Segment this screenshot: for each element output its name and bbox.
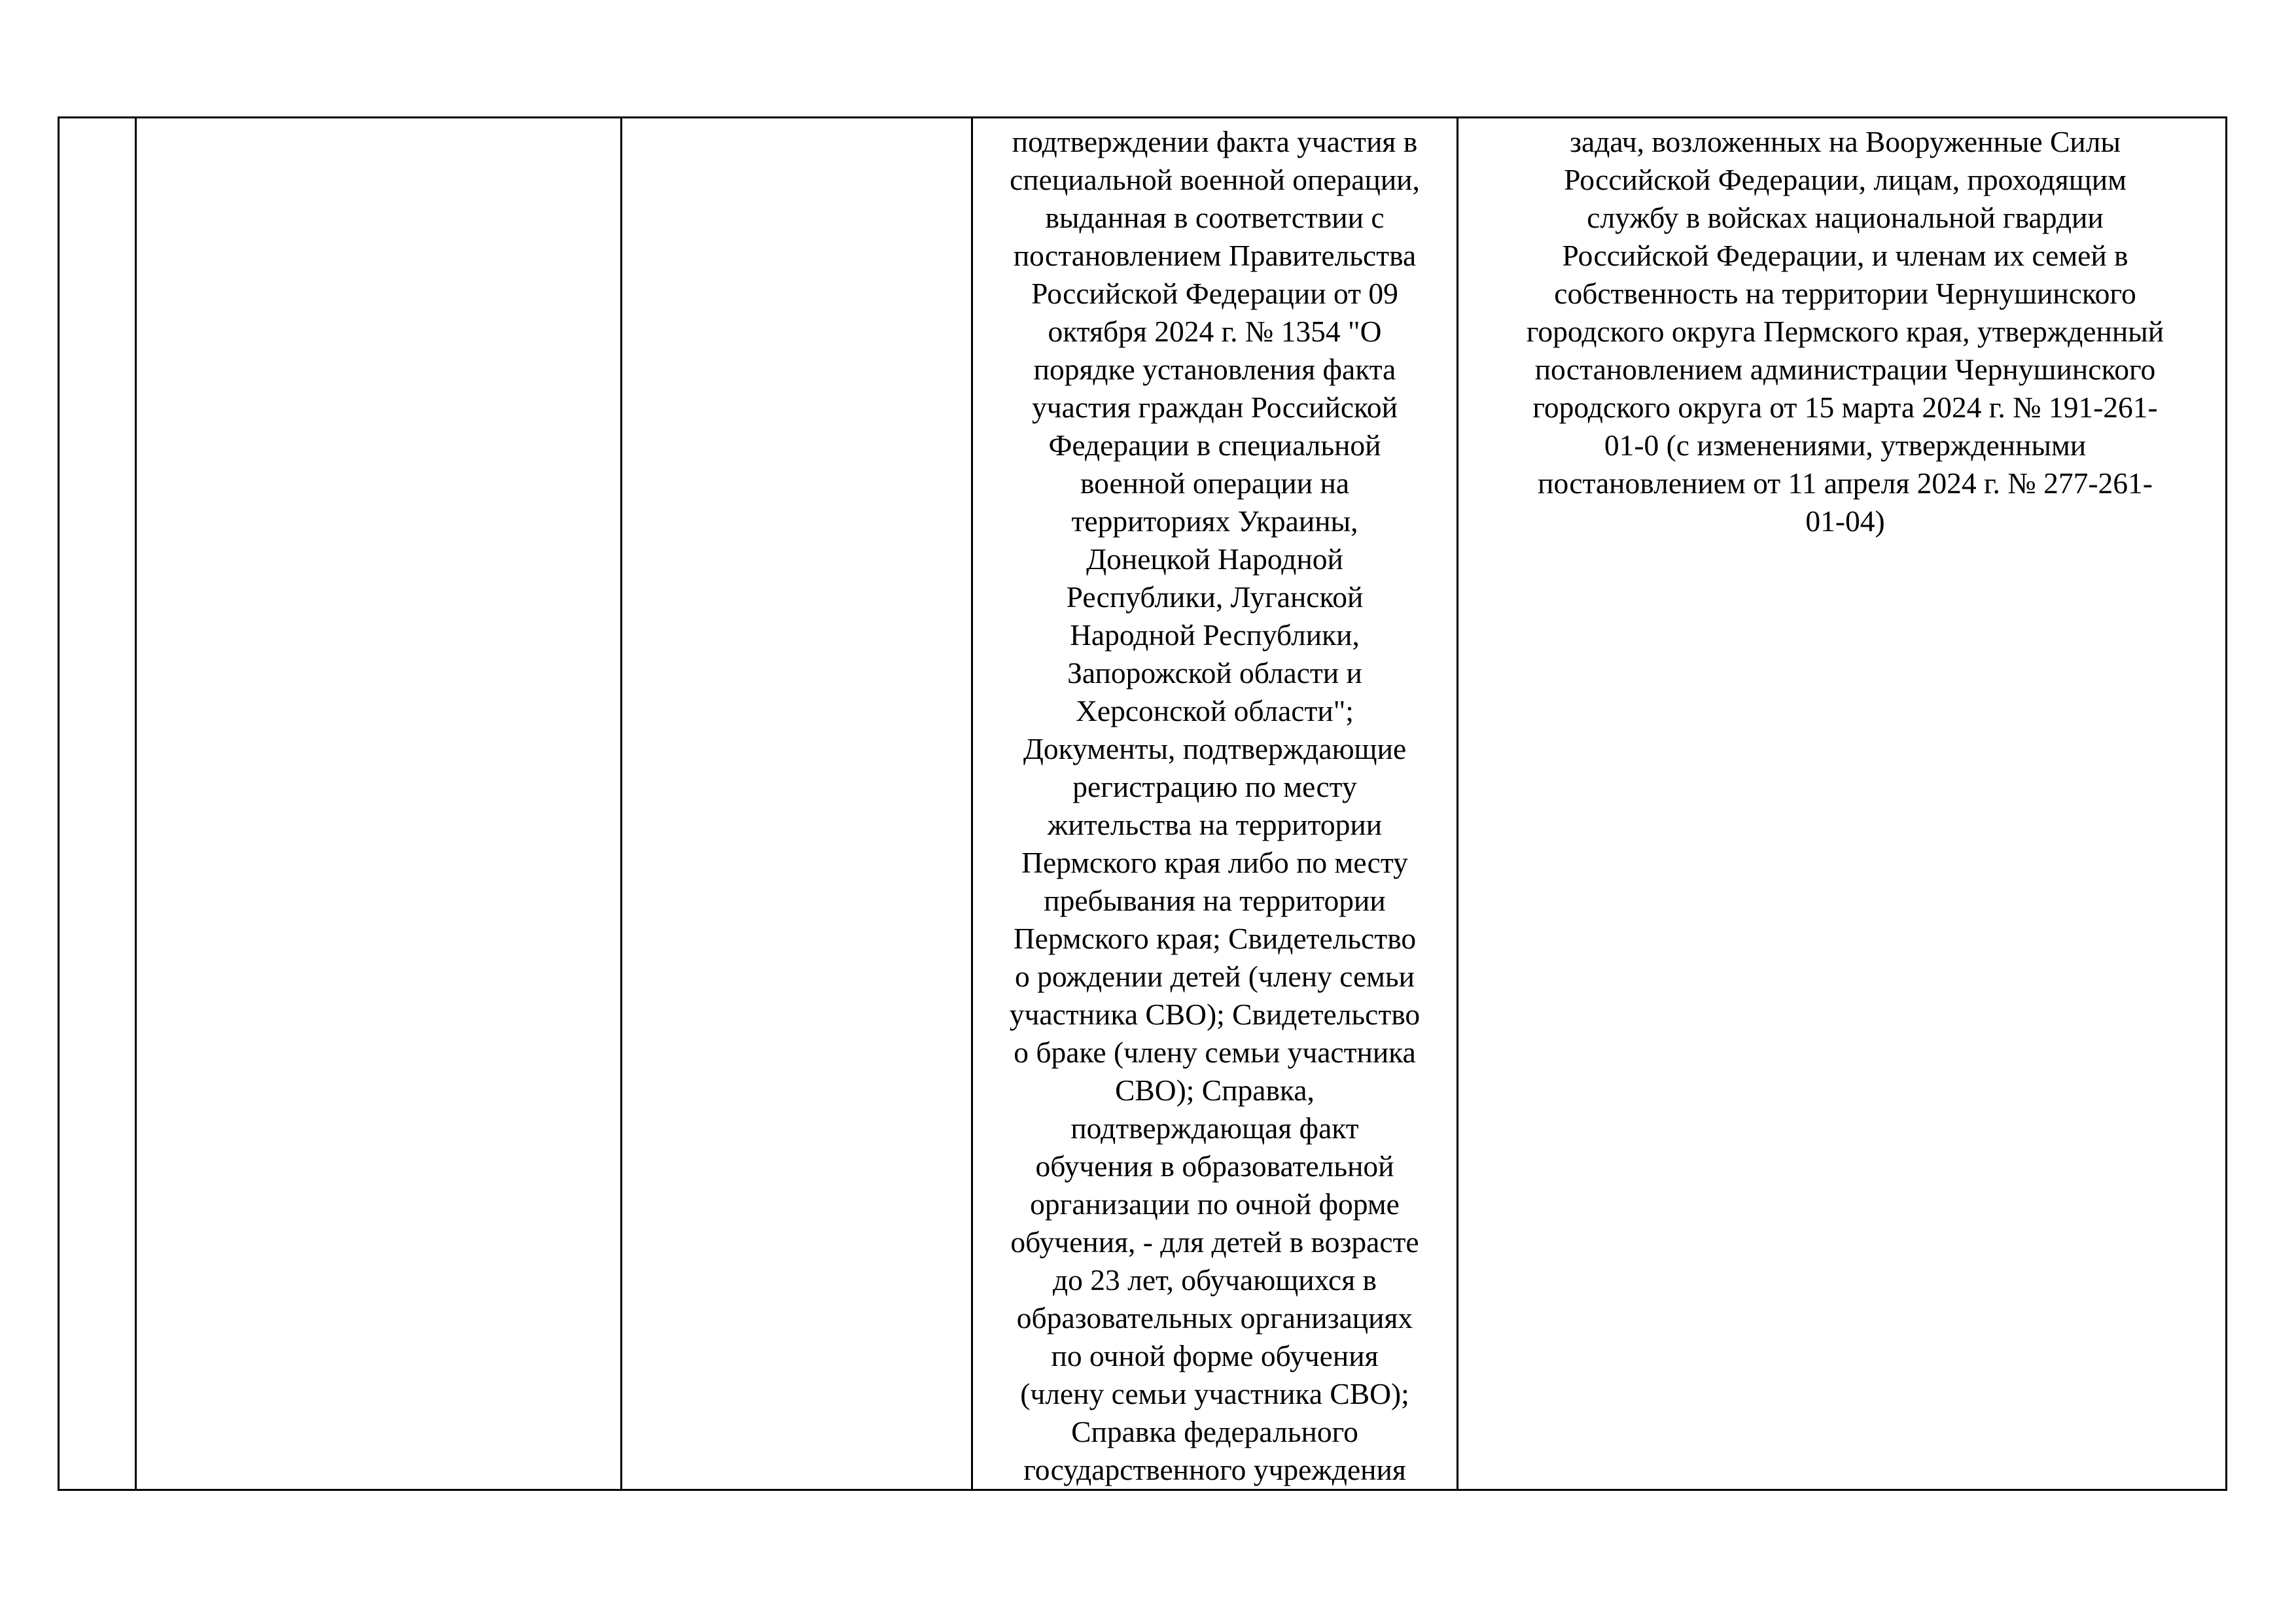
text-line: выданная в соответствии с [1045, 201, 1385, 234]
text-line: Республики, Луганской [1066, 580, 1364, 614]
text-line: Запорожской области и [1067, 656, 1362, 689]
text-line: пребывания на территории [1044, 884, 1386, 917]
text-line: собственность на территории Чернушинского [1554, 277, 2136, 310]
text-line: Справка федерального [1071, 1415, 1358, 1448]
text-line: постановлением администрации Чернушинского [1534, 353, 2156, 386]
text-line: организации по очной форме [1030, 1187, 1400, 1221]
text-line: Российской Федерации от 09 [1031, 277, 1398, 310]
text-line: городского округа от 15 марта 2024 г. № 191-261- [1532, 391, 2158, 424]
text-line: службу в войсках национальной гвардии [1587, 201, 2104, 234]
text-line: территориях Украины, [1071, 504, 1358, 538]
text-line: порядке установления факта [1033, 353, 1396, 386]
text-line: 01-04) [1805, 504, 1885, 538]
legal-basis-text [1458, 118, 2225, 540]
text-line: регистрацию по месту [1072, 770, 1357, 803]
text-line: задач, возложенных на Вооруженные Силы [1570, 125, 2121, 158]
document-table [58, 116, 2227, 1491]
text-line: Российской Федерации, и членам их семей в [1562, 239, 2128, 272]
text-line: государственного учреждения [1023, 1453, 1406, 1486]
text-line: обучения, - для детей в возрасте [1010, 1225, 1419, 1259]
text-line: Документы, подтверждающие [1023, 732, 1407, 765]
text-line: о рождении детей (члену семьи [1014, 960, 1415, 993]
text-line: Российской Федерации, лицам, проходящим [1564, 163, 2127, 196]
text-line: по очной форме обучения [1051, 1339, 1379, 1372]
text-line: 01-0 (с изменениями, утвержденными [1604, 428, 2087, 462]
text-line: (члену семьи участника СВО); [1020, 1377, 1409, 1410]
text-line: до 23 лет, обучающихся в [1052, 1263, 1377, 1297]
text-line: Пермского края; Свидетельство [1013, 922, 1417, 955]
text-line: октября 2024 г. № 1354 "О [1048, 315, 1382, 348]
cell-legal-basis [1458, 118, 2227, 1490]
text-line: обучения в образовательной [1035, 1149, 1394, 1183]
text-line: городского округа Пермского края, утвержденный [1526, 315, 2164, 348]
text-line: образовательных организациях [1016, 1301, 1413, 1335]
text-line: Федерации в специальной [1048, 428, 1381, 462]
text-line: СВО); Справка, [1115, 1073, 1315, 1107]
text-line: Донецкой Народной [1086, 542, 1343, 576]
text-line: участника СВО); Свидетельство [1009, 998, 1421, 1031]
text-line: жительства на территории [1047, 808, 1383, 841]
text-line: Херсонской области"; [1076, 694, 1354, 727]
table-row [59, 118, 2227, 1490]
text-line: участия граждан Российской [1032, 391, 1398, 424]
text-line: о браке (члену семьи участника [1014, 1036, 1416, 1069]
cell-category [622, 118, 972, 1490]
cell-number [59, 118, 136, 1490]
documents-text [973, 118, 1457, 1489]
text-line: постановлением от 11 апреля 2024 г. № 277-261- [1538, 466, 2153, 500]
text-line: Народной Республики, [1070, 618, 1360, 652]
text-line: специальной военной операции, [1010, 163, 1420, 196]
text-line: подтверждающая факт [1070, 1111, 1359, 1145]
cell-name [136, 118, 622, 1490]
cell-documents [972, 118, 1458, 1490]
text-line: Пермского края либо по месту [1021, 846, 1408, 879]
text-line: постановлением Правительства [1013, 239, 1417, 272]
text-line: военной операции на [1080, 466, 1350, 500]
text-line: подтверждении факта участия в [1012, 125, 1418, 158]
